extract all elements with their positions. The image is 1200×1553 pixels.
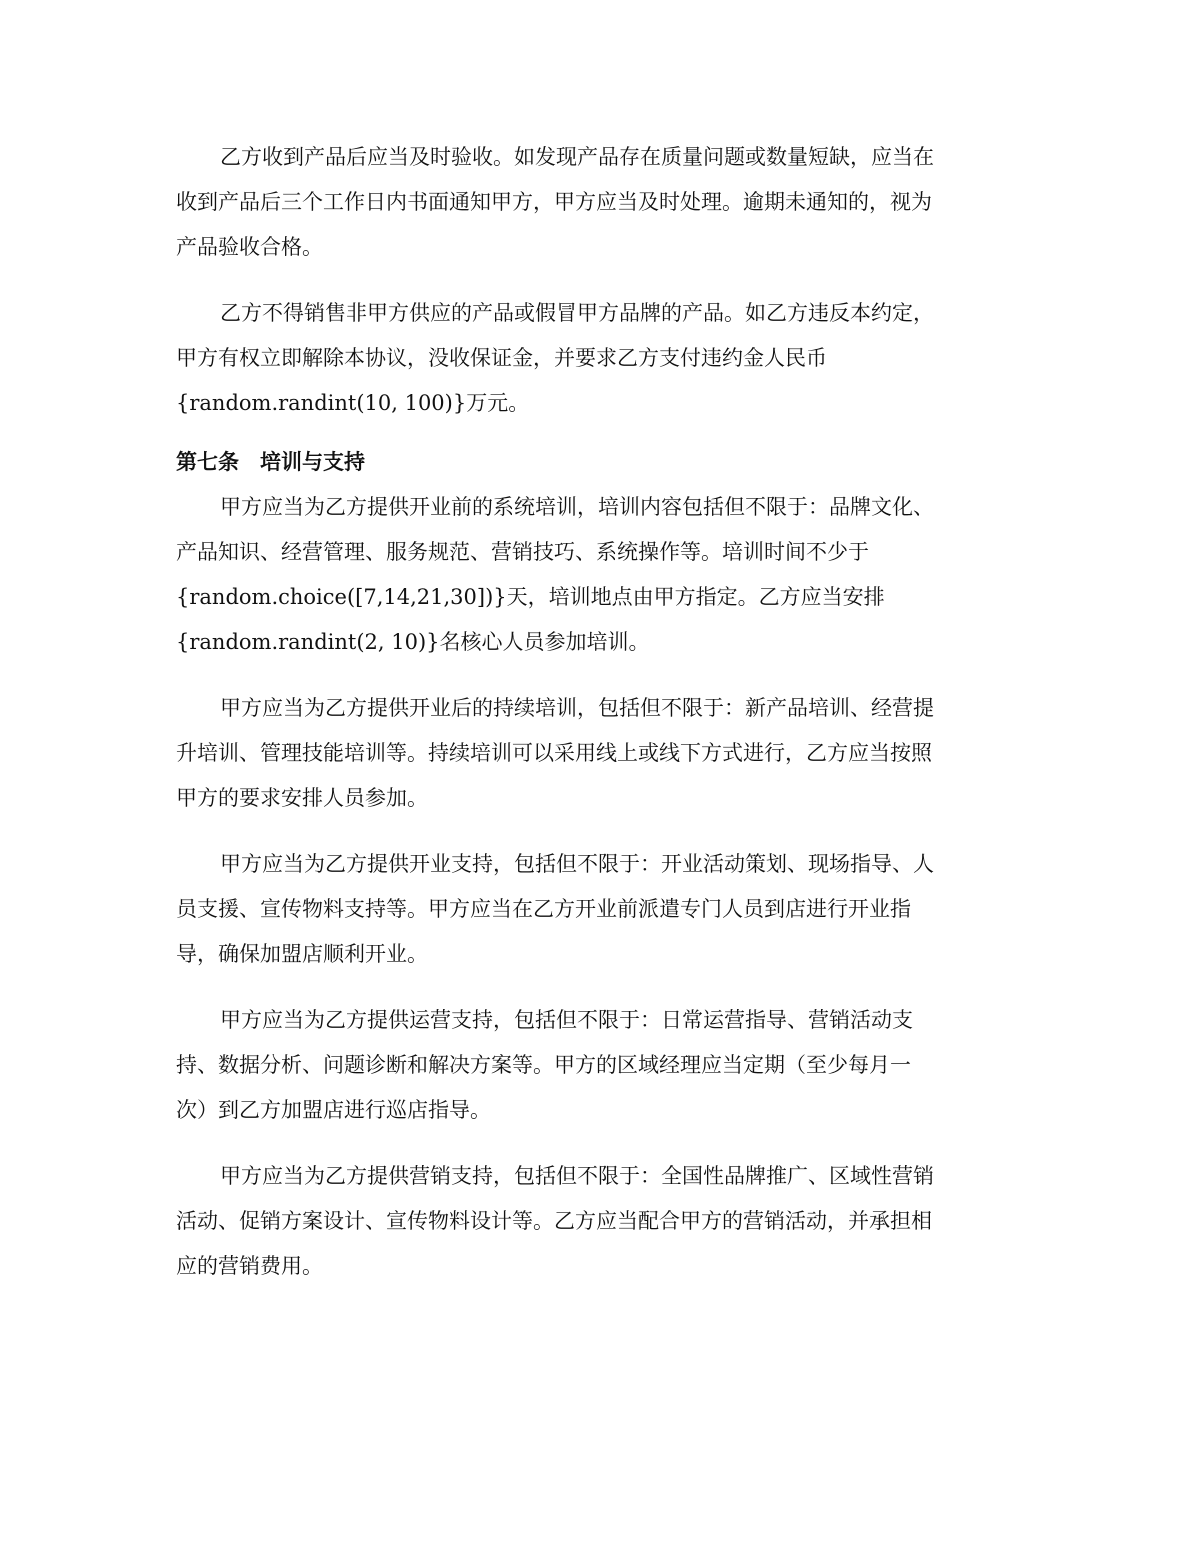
paragraph-line: 产品验收合格。 — [176, 235, 323, 259]
paragraph-line: 甲方应当为乙方提供运营支持，包括但不限于：日常运营指导、营销活动支 — [220, 1008, 913, 1032]
paragraph-line: 甲方应当为乙方提供营销支持，包括但不限于：全国性品牌推广、区域性营销 — [220, 1164, 934, 1188]
paragraph-pre-opening-training — [176, 485, 1026, 665]
paragraph-marketing-support — [176, 1154, 1026, 1289]
paragraph-line: 员支援、宣传物料支持等。甲方应当在乙方开业前派遣专门人员到店进行开业指 — [176, 897, 911, 921]
paragraph-line: 次）到乙方加盟店进行巡店指导。 — [176, 1098, 491, 1122]
paragraph-line: 甲方有权立即解除本协议，没收保证金，并要求乙方支付违约金人民币 — [176, 346, 827, 370]
paragraph-line: {random.randint(10, 100)}万元。 — [176, 391, 530, 415]
paragraph-line: 甲方应当为乙方提供开业后的持续培训，包括但不限于：新产品培训、经营提 — [220, 696, 934, 720]
paragraph-line: 持、数据分析、问题诊断和解决方案等。甲方的区域经理应当定期（至少每月一 — [176, 1053, 911, 1077]
paragraph-operation-support — [176, 998, 1026, 1133]
paragraph-line: 导，确保加盟店顺利开业。 — [176, 942, 428, 966]
paragraph-opening-support — [176, 842, 1026, 977]
paragraph-line: 收到产品后三个工作日内书面通知甲方，甲方应当及时处理。逾期未通知的，视为 — [176, 190, 932, 214]
paragraph-line: 产品知识、经营管理、服务规范、营销技巧、系统操作等。培训时间不少于 — [176, 540, 869, 564]
paragraph-line: 甲方应当为乙方提供开业前的系统培训，培训内容包括但不限于：品牌文化、 — [220, 495, 934, 519]
paragraph-line: {random.choice([7,14,21,30])}天，培训地点由甲方指定。乙方应当安排 — [176, 585, 885, 609]
paragraph-line: 乙方收到产品后应当及时验收。如发现产品存在质量问题或数量短缺，应当在 — [220, 145, 934, 169]
paragraph-ongoing-training — [176, 686, 1026, 821]
paragraph-line: 乙方不得销售非甲方供应的产品或假冒甲方品牌的产品。如乙方违反本约定， — [220, 301, 934, 325]
paragraph-line: 甲方的要求安排人员参加。 — [176, 786, 428, 810]
paragraph-line: 升培训、管理技能培训等。持续培训可以采用线上或线下方式进行，乙方应当按照 — [176, 741, 932, 765]
paragraph-line: 甲方应当为乙方提供开业支持，包括但不限于：开业活动策划、现场指导、人 — [220, 852, 934, 876]
section-heading: 第七条 培训与支持 — [176, 450, 365, 474]
paragraph-inspection — [176, 135, 1026, 270]
paragraph-counterfeit — [176, 291, 1026, 426]
paragraph-line: {random.randint(2, 10)}名核心人员参加培训。 — [176, 630, 650, 654]
document-page — [176, 135, 1026, 1289]
paragraph-line: 应的营销费用。 — [176, 1254, 323, 1278]
paragraph-line: 活动、促销方案设计、宣传物料设计等。乙方应当配合甲方的营销活动，并承担相 — [176, 1209, 932, 1233]
